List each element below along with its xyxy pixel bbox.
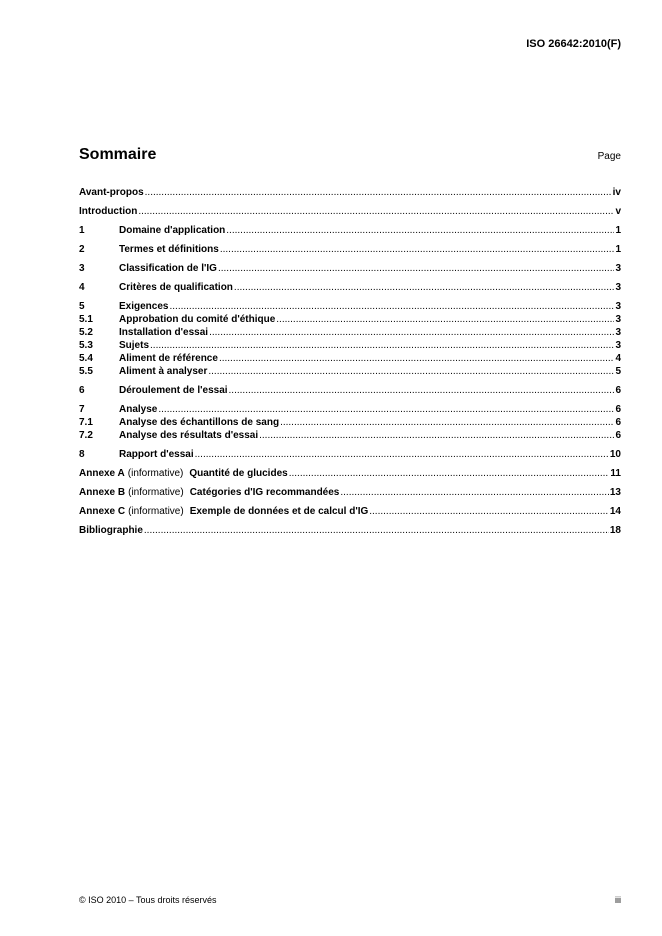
toc-entry-title: Rapport d'essai	[119, 449, 194, 460]
toc-entry-number: 1	[79, 225, 85, 236]
toc-entry-page: 5	[615, 366, 621, 377]
toc-entry[interactable]	[79, 243, 621, 256]
toc-entry-number: 6	[79, 385, 85, 396]
toc-entry-title: Termes et définitions	[119, 244, 219, 255]
toc-entry-page: 3	[615, 263, 621, 274]
toc-entry-page: 6	[615, 404, 621, 415]
page-number: iii	[615, 895, 621, 905]
dot-leader	[219, 352, 615, 365]
page-title: Sommaire	[79, 146, 157, 163]
toc-entry-title: Aliment à analyser	[119, 366, 208, 377]
annex-label: Annexe C	[79, 506, 126, 517]
toc-entry[interactable]	[79, 416, 621, 429]
toc-entry-number: 2	[79, 244, 85, 255]
toc-entry-title: Approbation du comité d'éthique	[119, 314, 276, 325]
toc-entry-page: 11	[610, 468, 621, 479]
toc-entry[interactable]	[79, 365, 621, 378]
toc-entry[interactable]	[79, 281, 621, 294]
dot-leader	[209, 326, 614, 339]
toc-entry-number: 5.4	[79, 353, 93, 364]
dot-leader	[144, 524, 609, 537]
toc-entry-title: Analyse des échantillons de sang	[119, 417, 280, 428]
toc-entry-page: 3	[615, 340, 621, 351]
toc-entry-title: Analyse des résultats d'essai	[119, 430, 259, 441]
dot-leader	[280, 416, 614, 429]
toc-entry-page: iv	[612, 187, 621, 198]
toc-entry-title: Classification de l'IG	[119, 263, 217, 274]
dot-leader	[229, 384, 615, 397]
toc-entry-title: Exigences	[119, 301, 169, 312]
toc-entry-number: 8	[79, 449, 85, 460]
dot-leader	[289, 467, 610, 480]
toc-entry-page: 10	[609, 449, 621, 460]
toc-entry[interactable]	[79, 262, 621, 275]
dot-leader	[218, 262, 614, 275]
toc-entry-title: Analyse	[119, 404, 158, 415]
annex-label: Annexe B	[79, 487, 126, 498]
toc-entry-title: Catégories d'IG recommandées	[189, 487, 340, 498]
toc-entry-page: 6	[615, 430, 621, 441]
dot-leader	[234, 281, 615, 294]
annex-type: (informative)	[128, 506, 184, 517]
dot-leader	[138, 205, 614, 218]
toc-entry-page: 14	[609, 506, 621, 517]
toc-entry-title: Installation d'essai	[119, 327, 209, 338]
toc-entry[interactable]	[79, 429, 621, 442]
toc-entry-title: Bibliographie	[79, 525, 143, 536]
toc-entry-page: 1	[615, 225, 621, 236]
dot-leader	[150, 339, 614, 352]
table-of-contents	[79, 186, 621, 537]
toc-entry-number: 5.2	[79, 327, 93, 338]
toc-entry-title: Avant-propos	[79, 187, 144, 198]
toc-entry-title: Introduction	[79, 206, 138, 217]
toc-annex-entry[interactable]	[79, 467, 621, 480]
toc-entry-title: Domaine d'application	[119, 225, 226, 236]
toc-entry[interactable]	[79, 339, 621, 352]
toc-entry-number: 7.1	[79, 417, 93, 428]
dot-leader	[169, 300, 614, 313]
toc-entry[interactable]	[79, 384, 621, 397]
dot-leader	[276, 313, 614, 326]
toc-entry[interactable]	[79, 403, 621, 416]
toc-entry[interactable]	[79, 524, 621, 537]
toc-entry[interactable]	[79, 224, 621, 237]
dot-leader	[259, 429, 614, 442]
annex-type: (informative)	[127, 468, 184, 479]
annex-type: (informative)	[128, 487, 184, 498]
dot-leader	[195, 448, 609, 461]
annex-label: Annexe A	[79, 468, 125, 479]
toc-entry-page: 3	[615, 327, 621, 338]
title-row	[79, 146, 621, 164]
copyright-notice: © ISO 2010 – Tous droits réservés	[79, 895, 217, 905]
document-id: ISO 26642:2010(F)	[526, 38, 621, 50]
toc-entry[interactable]	[79, 326, 621, 339]
toc-entry-title: Quantité de glucides	[189, 468, 288, 479]
dot-leader	[208, 365, 614, 378]
toc-entry[interactable]	[79, 352, 621, 365]
dot-leader	[220, 243, 615, 256]
toc-entry-number: 5.5	[79, 366, 93, 377]
dot-leader	[340, 486, 609, 499]
toc-entry-title: Déroulement de l'essai	[119, 385, 228, 396]
toc-entry-number: 7.2	[79, 430, 93, 441]
toc-entry[interactable]	[79, 186, 621, 199]
toc-entry-title: Exemple de données et de calcul d'IG	[189, 506, 369, 517]
toc-entry[interactable]	[79, 448, 621, 461]
toc-entry-number: 4	[79, 282, 85, 293]
toc-entry-title: Critères de qualification	[119, 282, 233, 293]
dot-leader	[145, 186, 612, 199]
toc-entry-number: 3	[79, 263, 85, 274]
toc-entry-page: v	[615, 206, 621, 217]
toc-entry-page: 18	[609, 525, 621, 536]
toc-entry[interactable]	[79, 300, 621, 313]
toc-entry[interactable]	[79, 313, 621, 326]
toc-entry-page: 13	[609, 487, 621, 498]
dot-leader	[369, 505, 609, 518]
toc-entry-number: 5	[79, 301, 85, 312]
toc-entry[interactable]	[79, 205, 621, 218]
toc-entry-title: Sujets	[119, 340, 150, 351]
page-footer	[79, 895, 621, 905]
toc-entry-page: 4	[615, 353, 621, 364]
toc-entry-page: 3	[615, 301, 621, 312]
toc-annex-entry[interactable]	[79, 486, 621, 499]
toc-entry-page: 6	[615, 417, 621, 428]
toc-annex-entry[interactable]	[79, 505, 621, 518]
toc-entry-number: 7	[79, 404, 85, 415]
page-column-label: Page	[597, 151, 621, 162]
toc-entry-number: 5.1	[79, 314, 93, 325]
toc-entry-page: 3	[615, 314, 621, 325]
dot-leader	[158, 403, 614, 416]
dot-leader	[226, 224, 614, 237]
toc-entry-page: 3	[615, 282, 621, 293]
toc-entry-number: 5.3	[79, 340, 93, 351]
toc-entry-page: 1	[615, 244, 621, 255]
toc-entry-page: 6	[615, 385, 621, 396]
toc-entry-title: Aliment de référence	[119, 353, 218, 364]
